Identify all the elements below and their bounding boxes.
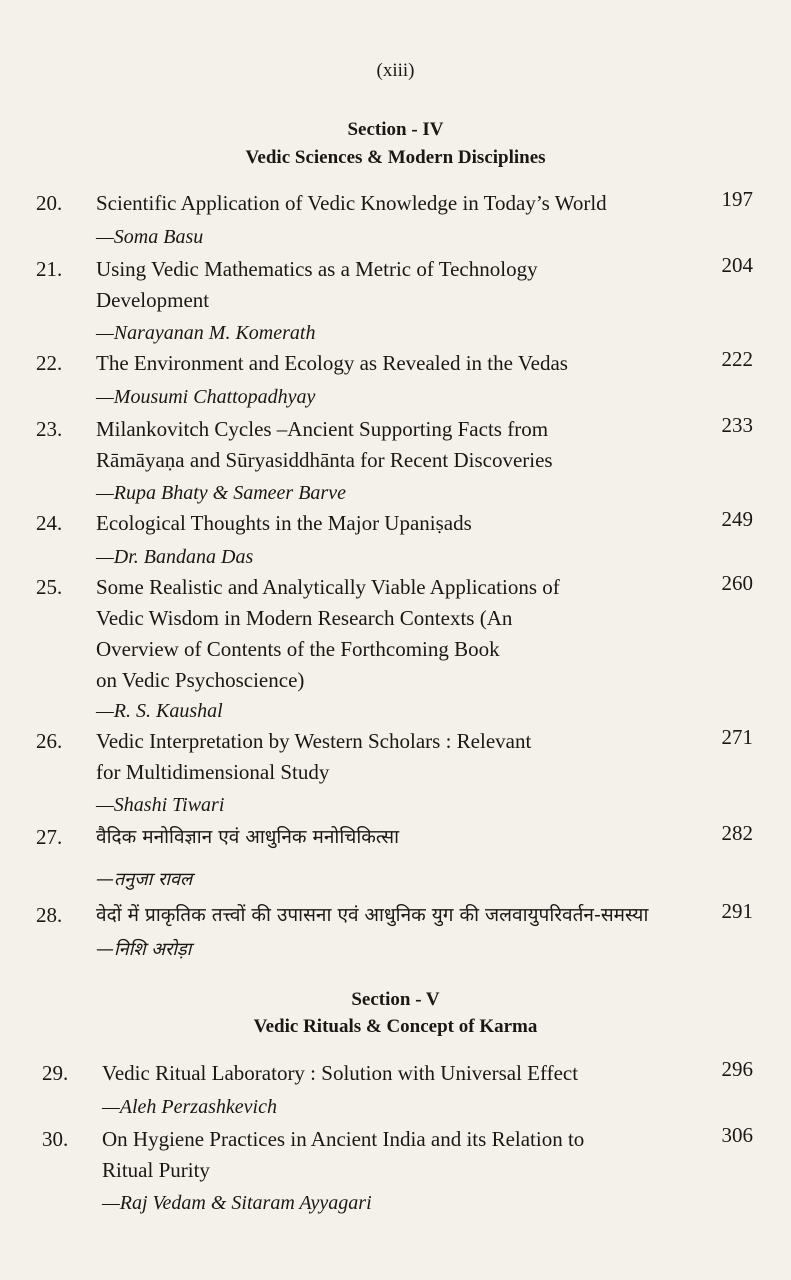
entry-page: 296 — [721, 1057, 753, 1081]
entry-title: Some Realistic and Analytically Viable Applications of Vedic Wisdom in Modern Research Contexts (An Overview of Contents of the Forthcoming Book on Vedic Psychoscience) — [96, 575, 560, 692]
entry-title: वैदिक मनोविज्ञान एवं आधुनिक मनोचिकित्सा — [96, 826, 400, 848]
entry-author: —Dr. Bandana Das — [96, 546, 254, 568]
entry-page: 204 — [721, 253, 753, 277]
entry-page: 291 — [721, 899, 753, 923]
section-heading: Section - V — [351, 989, 440, 1010]
entry-author: —Narayanan M. Komerath — [96, 322, 316, 344]
entry-author: —Rupa Bhaty & Sameer Barve — [96, 482, 346, 504]
entry-number: 22. — [36, 351, 63, 375]
entry-number: 27. — [36, 825, 63, 849]
entry-page: 306 — [721, 1123, 753, 1147]
entry-number: 25. — [36, 575, 63, 599]
entry-page: 222 — [721, 347, 753, 371]
entry-page: 233 — [721, 413, 753, 437]
entry-number: 29. — [42, 1061, 69, 1085]
entry-number: 21. — [36, 257, 63, 281]
entry-number: 28. — [36, 903, 63, 927]
section-subheading: Vedic Rituals & Concept of Karma — [253, 1016, 538, 1037]
entry-page: 271 — [721, 725, 753, 749]
entry-author: —निशि अरोड़ा — [96, 939, 192, 960]
entry-number: 20. — [36, 191, 63, 215]
entry-title: वेदों में प्राकृतिक तत्त्वों की उपासना एवं आधुनिक युग की जलवायुपरिवर्तन-समस्या — [96, 904, 649, 926]
entry-author: —Soma Basu — [96, 226, 204, 248]
page-number: (xiii) — [376, 60, 415, 81]
section-heading: Section - IV — [347, 119, 444, 140]
entry-title: Milankovitch Cycles –Ancient Supporting Facts from Rāmāyaṇa and Sūryasiddhānta for Recent Discoveries — [96, 417, 553, 472]
entry-title: Vedic Interpretation by Western Scholars : Relevant for Multidimensional Study — [96, 729, 532, 784]
entry-number: 24. — [36, 511, 63, 535]
entry-page: 260 — [721, 571, 753, 595]
entry-title: On Hygiene Practices in Ancient India and its Relation to Ritual Purity — [102, 1127, 585, 1182]
entry-title: Vedic Ritual Laboratory : Solution with Universal Effect — [102, 1061, 579, 1085]
entry-author: —Mousumi Chattopadhyay — [96, 386, 316, 408]
entry-page: 282 — [721, 821, 753, 845]
entry-title: Ecological Thoughts in the Major Upaniṣads — [96, 511, 472, 535]
entry-title: Scientific Application of Vedic Knowledge in Today’s World — [96, 191, 607, 215]
entry-author: —तनुजा रावल — [96, 869, 193, 890]
entry-page: 249 — [721, 507, 753, 531]
entry-author: —Raj Vedam & Sitaram Ayyagari — [102, 1192, 372, 1214]
entry-author: —R. S. Kaushal — [96, 700, 223, 722]
entry-author: —Aleh Perzashkevich — [102, 1096, 277, 1118]
section-subheading: Vedic Sciences & Modern Disciplines — [245, 147, 546, 168]
entry-page: 197 — [721, 187, 753, 211]
entry-author: —Shashi Tiwari — [96, 794, 225, 816]
entry-title: The Environment and Ecology as Revealed in the Vedas — [96, 351, 568, 375]
entry-title: Using Vedic Mathematics as a Metric of Technology Development — [96, 257, 538, 312]
entry-number: 30. — [42, 1127, 69, 1151]
entry-number: 26. — [36, 729, 63, 753]
entry-number: 23. — [36, 417, 63, 441]
